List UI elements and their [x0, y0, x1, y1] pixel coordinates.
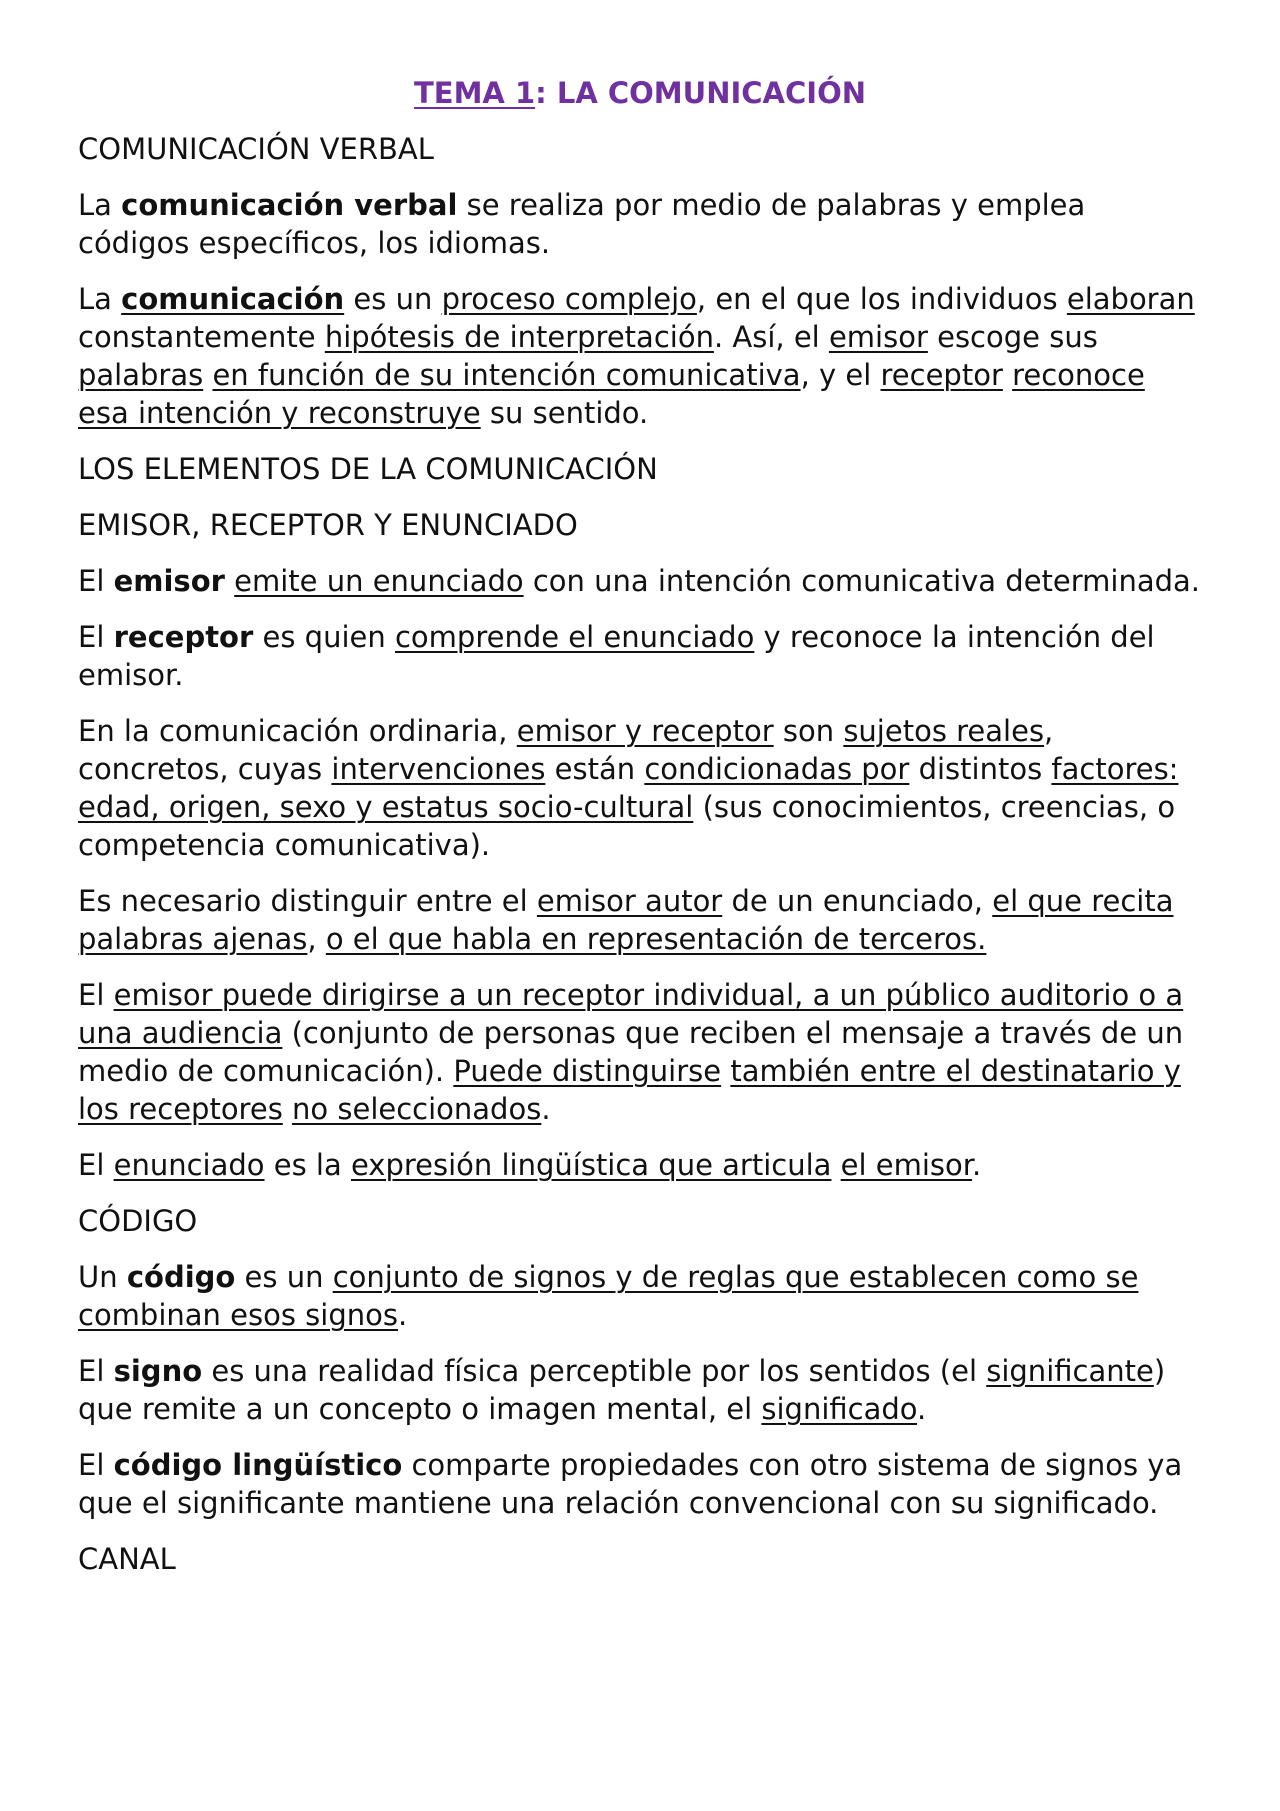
underlined-text: condicionadas por — [644, 752, 910, 786]
bold-term: emisor — [113, 564, 225, 598]
bold-term: signo — [113, 1354, 203, 1388]
paragraph — [78, 1446, 1202, 1522]
underlined-text: palabras ajenas — [78, 922, 308, 956]
text-run: . — [917, 1392, 927, 1426]
underlined-text: hipótesis de interpretación — [324, 320, 714, 354]
underlined-text: o el que habla en representación de terceros. — [325, 922, 987, 956]
paragraph — [78, 712, 1202, 864]
text-run: con una intención comunicativa determinada. — [523, 564, 1201, 598]
text-run: de un enunciado, — [722, 884, 993, 918]
bold-term: comunicación — [121, 282, 345, 316]
text-run: se realiza por medio de palabras y emplea códigos específicos, los idiomas. — [78, 188, 1086, 260]
section-heading-comunicacion-verbal: COMUNICACIÓN VERBAL — [78, 132, 434, 166]
text-run: El — [78, 1148, 114, 1182]
underlined-text: factores: edad, origen, sexo y estatus socio-cultural — [78, 752, 1179, 824]
text-run: El — [78, 564, 114, 598]
text-run — [283, 1092, 292, 1126]
underlined-text: el que recita — [992, 884, 1174, 918]
text-run: . Así, el — [713, 320, 829, 354]
paragraph — [78, 882, 1202, 958]
text-run: ) que remite a un concepto o imagen mental, el — [78, 1354, 1166, 1426]
text-run: . — [397, 1298, 408, 1332]
paragraph — [78, 280, 1202, 432]
text-run: son — [773, 714, 844, 748]
bold-term: código lingüístico — [113, 1448, 403, 1482]
text-run: su sentido. — [480, 396, 649, 430]
bold-term: comunicación verbal — [121, 188, 458, 222]
underlined-text: enunciado — [113, 1148, 265, 1182]
text-run: , — [307, 922, 326, 956]
underlined-text: emite un enunciado — [234, 564, 524, 598]
text-run: En la comunicación ordinaria, — [78, 714, 517, 748]
paragraph — [78, 186, 1202, 262]
text-run: Es necesario distinguir entre el — [78, 884, 537, 918]
text-run: El — [78, 620, 114, 654]
text-run: . — [972, 1148, 982, 1182]
text-run: comparte propiedades con otro sistema de signos ya que el significante mantiene una relación convencional con su significado. — [78, 1448, 1183, 1520]
underlined-text: también entre el destinatario y los receptores — [78, 1054, 1181, 1126]
text-run: es quien — [253, 620, 395, 654]
underlined-text: significante — [986, 1354, 1154, 1388]
text-run — [225, 564, 234, 598]
underlined-text: sujetos reales — [843, 714, 1045, 748]
bold-term: código — [126, 1260, 236, 1294]
underlined-text: palabras — [78, 358, 204, 392]
text-run: La — [78, 282, 122, 316]
underlined-text: intervenciones — [331, 752, 546, 786]
underlined-text: receptor — [880, 358, 1003, 392]
text-run: La — [78, 188, 122, 222]
paragraph — [78, 562, 1202, 600]
underlined-text: emisor autor — [536, 884, 723, 918]
underlined-text: conjunto de signos y de reglas que establecen como se combinan esos signos — [78, 1260, 1139, 1332]
paragraph — [78, 1146, 1202, 1184]
underlined-text: emisor puede dirigirse a un receptor individual, a un público auditorio o a una audiencia — [78, 978, 1184, 1050]
text-run: es una realidad física perceptible por los sentidos (el — [202, 1354, 987, 1388]
underlined-text: emisor — [828, 320, 928, 354]
underlined-text: comprende el enunciado — [394, 620, 755, 654]
section-heading-canal: CANAL — [78, 1542, 176, 1576]
underlined-text: Puede distinguirse — [453, 1054, 722, 1088]
text-run: Un — [78, 1260, 127, 1294]
paragraph — [78, 618, 1202, 694]
underlined-text: reconoce esa intención y reconstruye — [78, 358, 1145, 430]
text-run: es un — [235, 1260, 333, 1294]
title-topic-name: : LA COMUNICACIÓN — [535, 76, 866, 110]
text-run — [1003, 358, 1012, 392]
text-run: es la — [264, 1148, 351, 1182]
underlined-text: elaboran — [1066, 282, 1195, 316]
text-run: El — [78, 978, 114, 1012]
text-run: y reconoce la intención del emisor. — [78, 620, 1155, 692]
text-run: es un — [344, 282, 442, 316]
text-run: , en el que los individuos — [696, 282, 1067, 316]
section-heading-codigo: CÓDIGO — [78, 1204, 198, 1238]
section-heading-emisor-receptor: EMISOR, RECEPTOR Y ENUNCIADO — [78, 508, 578, 542]
underlined-text: expresión lingüística que articula — [350, 1148, 832, 1182]
text-run: (conjunto de personas que reciben el mensaje a través de un medio de comunicación). — [78, 1016, 1184, 1088]
text-run — [721, 1054, 730, 1088]
text-run: escoge sus — [927, 320, 1098, 354]
text-run: El — [78, 1354, 114, 1388]
underlined-text: no seleccionados — [292, 1092, 542, 1126]
text-run: constantemente — [78, 320, 325, 354]
underlined-text: significado — [761, 1392, 918, 1426]
paragraph — [78, 1352, 1202, 1428]
text-run: están — [545, 752, 645, 786]
underlined-text: en función de su intención comunicativa — [212, 358, 801, 392]
section-heading-elementos: LOS ELEMENTOS DE LA COMUNICACIÓN — [78, 452, 658, 486]
text-run: El — [78, 1448, 114, 1482]
paragraph — [78, 1258, 1202, 1334]
text-run: . — [541, 1092, 551, 1126]
text-run: (sus conocimientos, creencias, o competencia comunicativa). — [78, 790, 1176, 862]
text-run: distintos — [909, 752, 1052, 786]
underlined-text: el emisor — [840, 1148, 973, 1182]
underlined-text: emisor y receptor — [516, 714, 774, 748]
underlined-text: proceso complejo — [441, 282, 697, 316]
text-run: , concretos, cuyas — [78, 714, 1054, 786]
text-run — [831, 1148, 840, 1182]
title-topic-number: TEMA 1 — [413, 76, 536, 110]
text-run: , y el — [800, 358, 881, 392]
page-title — [78, 74, 1202, 112]
paragraph — [78, 976, 1202, 1128]
bold-term: receptor — [113, 620, 254, 654]
